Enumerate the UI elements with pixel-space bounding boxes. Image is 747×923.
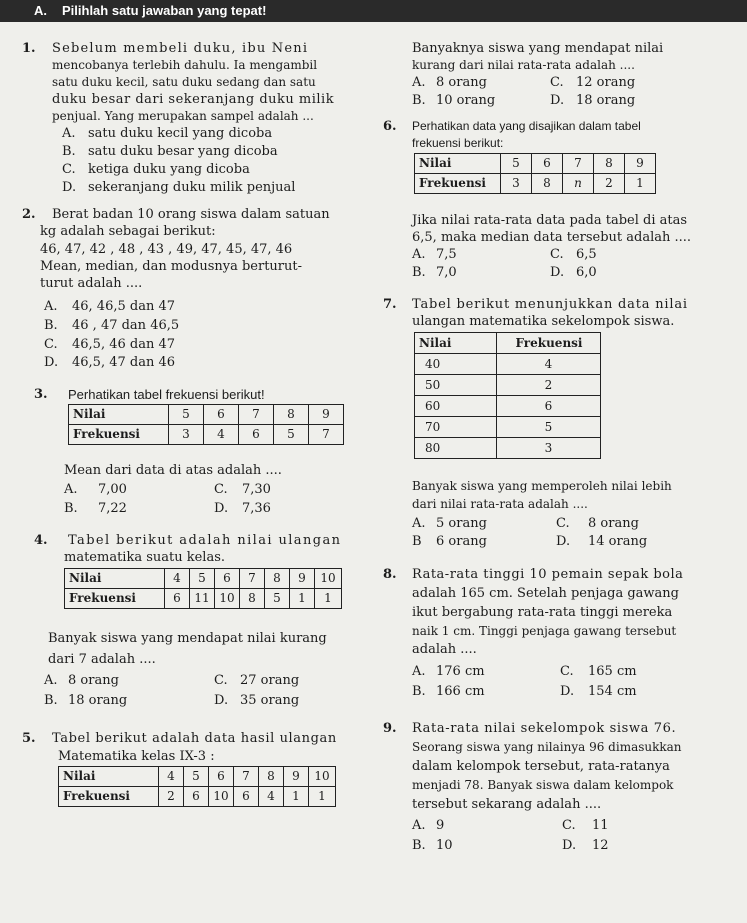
table-cell: 6 — [204, 405, 239, 425]
row-label: Frekuensi — [415, 174, 501, 194]
option-letter[interactable]: D. — [214, 693, 229, 708]
option-text[interactable]: 12 — [592, 838, 609, 853]
table-cell: 6 — [209, 767, 234, 787]
option-letter[interactable]: A. — [412, 818, 426, 833]
table-cell: 4 — [497, 354, 601, 375]
question-text-line: Perhatikan data yang disajikan dalam tabel — [412, 119, 641, 133]
option-text[interactable]: 9 — [436, 818, 445, 833]
option-letter[interactable]: A. — [62, 126, 76, 141]
option-text[interactable]: 7,5 — [436, 247, 457, 262]
question-number: 9. — [383, 721, 397, 736]
table-cell: n — [563, 174, 594, 194]
table-cell: 3 — [497, 438, 601, 459]
table-cell: 8 — [265, 569, 290, 589]
question-text-line: naik 1 cm. Tinggi penjaga gawang tersebut — [412, 624, 677, 638]
table-row — [415, 354, 601, 375]
option-letter[interactable]: D. — [550, 93, 565, 108]
table-cell: 6 — [215, 569, 240, 589]
table-cell: 5 — [184, 767, 209, 787]
option-letter[interactable]: D. — [560, 684, 575, 699]
table-cell: 1 — [625, 174, 656, 194]
option-letter[interactable]: C. — [214, 673, 228, 688]
option-text[interactable]: 11 — [592, 818, 609, 833]
table-cell: 2 — [497, 375, 601, 396]
column-header: Frekuensi — [497, 333, 601, 354]
question-number: 6. — [383, 119, 397, 134]
table-cell: 9 — [290, 569, 315, 589]
table-cell: 8 — [259, 767, 284, 787]
table-cell: 5 — [265, 589, 290, 609]
question-number: 5. — [22, 731, 36, 746]
table-cell: 6 — [532, 154, 563, 174]
option-text[interactable]: 10 orang — [436, 93, 496, 108]
option-text[interactable]: sekeranjang duku milik penjual — [88, 180, 296, 195]
option-letter[interactable]: D. — [62, 180, 77, 195]
section-title: Pilihlah satu jawaban yang tepat! — [62, 3, 267, 18]
table-cell: 10 — [309, 767, 336, 787]
question-text-line: penjual. Yang merupakan sampel adalah ... — [52, 109, 314, 123]
option-text[interactable]: 46,5, 46 dan 47 — [72, 337, 176, 352]
question-text-line: Perhatikan tabel frekuensi berikut! — [68, 387, 265, 402]
question-text-line: adalah 165 cm. Setelah penjaga gawang — [412, 586, 680, 601]
table-cell: 6 — [165, 589, 190, 609]
option-letter[interactable]: B. — [412, 93, 426, 108]
question-text-line: Rata-rata tinggi 10 pemain sepak bola — [412, 567, 684, 582]
section-letter: A. — [34, 3, 47, 18]
option-letter[interactable]: D. — [44, 355, 59, 370]
question-text-line: kurang dari nilai rata-rata adalah .... — [412, 58, 635, 72]
table-cell: 4 — [165, 569, 190, 589]
row-label: Nilai — [65, 569, 165, 589]
question-text-line: Tabel berikut menunjukkan data nilai — [412, 297, 688, 312]
question-text-line: Berat badan 10 orang siswa dalam satuan — [52, 207, 330, 222]
option-text[interactable]: 8 orang — [68, 673, 119, 688]
option-letter[interactable]: B. — [44, 693, 58, 708]
question-text-line: Jika nilai rata-rata data pada tabel di atas — [412, 213, 688, 228]
option-letter[interactable]: C. — [44, 337, 58, 352]
table-cell: 7 — [563, 154, 594, 174]
question-text-line: ulangan matematika sekelompok siswa. — [412, 314, 675, 329]
question-text-line: dalam kelompok tersebut, rata-ratanya — [412, 759, 670, 774]
frequency-table — [68, 404, 344, 445]
section-header — [0, 0, 747, 22]
option-text[interactable]: 7,0 — [436, 265, 457, 280]
option-letter[interactable]: A. — [412, 664, 426, 679]
option-text[interactable]: 8 orang — [436, 75, 487, 90]
question-text-line: Tabel berikut adalah data hasil ulangan — [52, 731, 337, 746]
question-number: 7. — [383, 297, 397, 312]
row-label: Frekuensi — [59, 787, 159, 807]
option-text[interactable]: 14 orang — [588, 534, 648, 549]
option-text[interactable]: 165 cm — [588, 664, 637, 679]
frequency-table — [414, 153, 656, 194]
table-cell: 7 — [309, 425, 344, 445]
option-text[interactable]: 5 orang — [436, 516, 487, 531]
table-cell: 40 — [415, 354, 497, 375]
question-number: 3. — [34, 387, 48, 402]
option-letter[interactable]: B — [412, 534, 422, 549]
option-text[interactable]: 12 orang — [576, 75, 636, 90]
row-label: Frekuensi — [65, 589, 165, 609]
table-cell: 10 — [209, 787, 234, 807]
option-letter[interactable]: B. — [412, 838, 426, 853]
frequency-table — [58, 766, 336, 807]
question-text-line: kg adalah sebagai berikut: — [40, 224, 216, 239]
frequency-table — [64, 568, 342, 609]
table-cell: 7 — [239, 405, 274, 425]
question-text-line: ikut bergabung rata-rata tinggi mereka — [412, 605, 673, 620]
question-text-line: matematika suatu kelas. — [64, 550, 226, 565]
table-cell: 1 — [290, 589, 315, 609]
option-text[interactable]: 7,00 — [98, 482, 127, 497]
question-text-line: 6,5, maka median data tersebut adalah .... — [412, 230, 692, 245]
table-cell: 6 — [184, 787, 209, 807]
option-text[interactable]: 7,36 — [242, 501, 271, 516]
option-letter[interactable]: A. — [412, 75, 426, 90]
option-letter[interactable]: D. — [550, 265, 565, 280]
table-row — [415, 375, 601, 396]
option-letter[interactable]: C. — [550, 75, 564, 90]
table-cell: 8 — [240, 589, 265, 609]
option-letter[interactable]: D. — [214, 501, 229, 516]
question-text-line: dari 7 adalah .... — [48, 652, 156, 667]
option-text[interactable]: 10 — [436, 838, 453, 853]
table-cell: 5 — [169, 405, 204, 425]
question-text-line: Banyaknya siswa yang mendapat nilai — [412, 41, 664, 56]
row-label: Nilai — [415, 154, 501, 174]
table-cell: 4 — [159, 767, 184, 787]
table-cell: 4 — [204, 425, 239, 445]
row-label: Nilai — [59, 767, 159, 787]
option-text[interactable]: 18 orang — [576, 93, 636, 108]
option-letter[interactable]: A. — [44, 673, 58, 688]
table-cell: 1 — [315, 589, 342, 609]
question-text-line: tersebut sekarang adalah .... — [412, 797, 602, 812]
table-cell: 8 — [594, 154, 625, 174]
question-text-line: Mean dari data di atas adalah .... — [64, 463, 282, 478]
option-text[interactable]: satu duku kecil yang dicoba — [88, 126, 273, 141]
table-cell: 10 — [215, 589, 240, 609]
question-text-line: 46, 47, 42 , 48 , 43 , 49, 47, 45, 47, 46 — [40, 242, 293, 257]
option-letter[interactable]: B. — [62, 144, 76, 159]
question-text-line: Sebelum membeli duku, ibu Neni — [52, 41, 309, 56]
option-letter[interactable]: D. — [562, 838, 577, 853]
table-cell: 80 — [415, 438, 497, 459]
question-text-line: Tabel berikut adalah nilai ulangan — [68, 533, 342, 548]
option-text[interactable]: 176 cm — [436, 664, 485, 679]
question-number: 4. — [34, 533, 48, 548]
option-letter[interactable]: C. — [550, 247, 564, 262]
option-text[interactable]: 35 orang — [240, 693, 300, 708]
table-cell: 11 — [190, 589, 215, 609]
question-text-line: Banyak siswa yang mendapat nilai kurang — [48, 631, 327, 646]
question-text-line: adalah .... — [412, 642, 477, 657]
option-text[interactable]: ketiga duku yang dicoba — [88, 162, 250, 177]
table-cell: 5 — [501, 154, 532, 174]
table-cell: 9 — [284, 767, 309, 787]
table-cell: 7 — [234, 767, 259, 787]
question-text-line: mencobanya terlebih dahulu. Ia mengambil — [52, 58, 318, 72]
question-text-line: Seorang siswa yang nilainya 96 dimasukkan — [412, 740, 682, 754]
option-text[interactable]: 154 cm — [588, 684, 637, 699]
question-number: 2. — [22, 207, 36, 222]
table-cell: 2 — [594, 174, 625, 194]
option-letter[interactable]: C. — [556, 516, 570, 531]
table-cell: 6 — [497, 396, 601, 417]
option-letter[interactable]: A. — [44, 299, 58, 314]
option-letter[interactable]: C. — [560, 664, 574, 679]
row-label: Nilai — [69, 405, 169, 425]
option-letter[interactable]: A. — [412, 247, 426, 262]
table-cell: 5 — [190, 569, 215, 589]
table-cell: 5 — [274, 425, 309, 445]
question-number: 8. — [383, 567, 397, 582]
table-cell: 9 — [309, 405, 344, 425]
option-text[interactable]: 18 orang — [68, 693, 128, 708]
table-cell: 8 — [274, 405, 309, 425]
table-cell: 50 — [415, 375, 497, 396]
question-text-line: duku besar dari sekeranjang duku milik — [52, 92, 335, 107]
option-text[interactable]: 46,5, 47 dan 46 — [72, 355, 176, 370]
option-letter[interactable]: B. — [412, 265, 426, 280]
question-text-line: Matematika kelas IX-3 : — [58, 749, 215, 764]
table-cell: 7 — [240, 569, 265, 589]
option-letter[interactable]: B. — [44, 318, 58, 333]
column-header: Nilai — [415, 333, 497, 354]
table-cell: 1 — [284, 787, 309, 807]
table-cell: 10 — [315, 569, 342, 589]
option-text[interactable]: 6,5 — [576, 247, 597, 262]
table-cell: 3 — [169, 425, 204, 445]
row-label: Frekuensi — [69, 425, 169, 445]
option-text[interactable]: 6 orang — [436, 534, 487, 549]
option-letter[interactable]: D. — [556, 534, 571, 549]
table-row — [415, 396, 601, 417]
table-row — [415, 417, 601, 438]
option-letter[interactable]: A. — [64, 482, 78, 497]
table-cell: 5 — [497, 417, 601, 438]
question-text-line: satu duku kecil, satu duku sedang dan satu — [52, 75, 316, 89]
table-row — [415, 438, 601, 459]
table-cell: 1 — [309, 787, 336, 807]
option-text[interactable]: 8 orang — [588, 516, 639, 531]
table-cell: 3 — [501, 174, 532, 194]
option-text[interactable]: 166 cm — [436, 684, 485, 699]
option-text[interactable]: 46 , 47 dan 46,5 — [72, 318, 180, 333]
option-letter[interactable]: C. — [562, 818, 576, 833]
option-letter[interactable]: C. — [214, 482, 228, 497]
table-cell: 4 — [259, 787, 284, 807]
table-cell: 9 — [625, 154, 656, 174]
question-text-line: turut adalah .... — [40, 276, 143, 291]
table-cell: 8 — [532, 174, 563, 194]
frequency-table — [414, 332, 601, 459]
question-text-line: menjadi 78. Banyak siswa dalam kelompok — [412, 778, 674, 792]
option-text[interactable]: 7,22 — [98, 501, 127, 516]
question-number: 1. — [22, 41, 36, 56]
option-letter[interactable]: B. — [412, 684, 426, 699]
table-cell: 2 — [159, 787, 184, 807]
option-text[interactable]: satu duku besar yang dicoba — [88, 144, 278, 159]
option-text[interactable]: 27 orang — [240, 673, 300, 688]
table-cell: 60 — [415, 396, 497, 417]
table-cell: 6 — [239, 425, 274, 445]
option-letter[interactable]: B. — [64, 501, 78, 516]
option-text[interactable]: 6,0 — [576, 265, 597, 280]
table-cell: 6 — [234, 787, 259, 807]
option-letter[interactable]: C. — [62, 162, 76, 177]
question-text-line: frekuensi berikut: — [412, 136, 504, 150]
question-text-line: dari nilai rata-rata adalah .... — [412, 497, 588, 511]
table-cell: 70 — [415, 417, 497, 438]
option-letter[interactable]: A. — [412, 516, 426, 531]
question-text-line: Rata-rata nilai sekelompok siswa 76. — [412, 721, 677, 736]
question-text-line: Banyak siswa yang memperoleh nilai lebih — [412, 479, 672, 493]
option-text[interactable]: 46, 46,5 dan 47 — [72, 299, 176, 314]
option-text[interactable]: 7,30 — [242, 482, 271, 497]
question-text-line: Mean, median, dan modusnya berturut- — [40, 259, 303, 274]
